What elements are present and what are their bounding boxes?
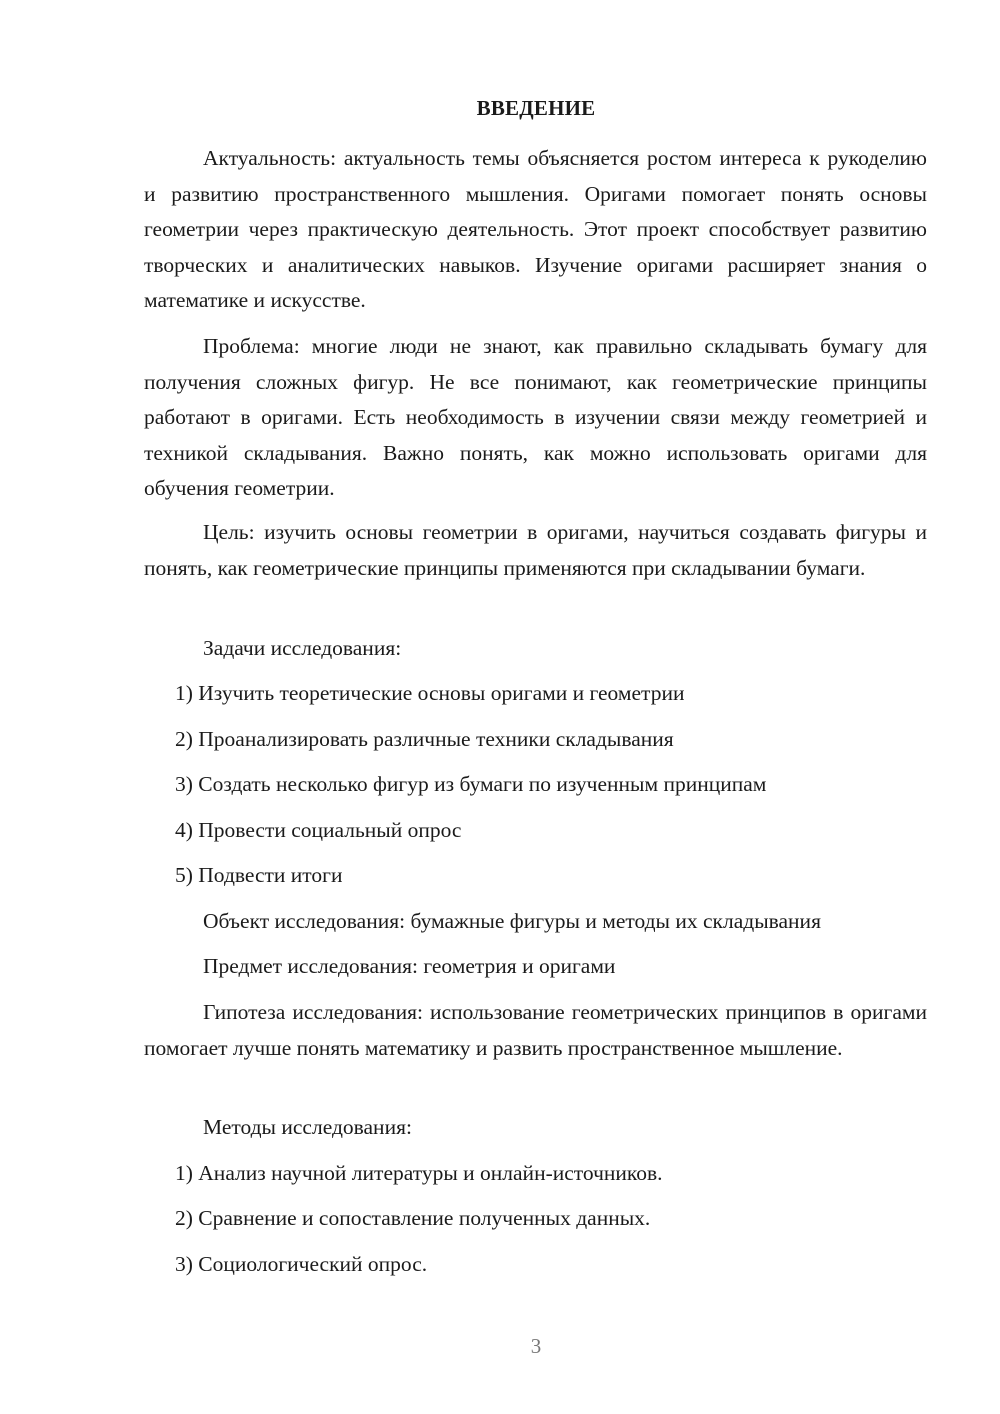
list-item: 2) Проанализировать различные техники складывания [175,727,674,751]
list-item: 2) Сравнение и сопоставление полученных данных. [175,1206,651,1230]
page-number: 3 [530,1334,542,1358]
research-subject: Предмет исследования: геометрия и оригами [203,954,616,978]
tasks-heading: Задачи исследования: [203,636,402,660]
hypothesis-paragraph: Гипотеза исследования: использование геометрических принципов в оригами помогает лучше понять математику и развить пространственное мышление. [144,1000,927,1060]
problem-paragraph: Проблема: многие люди не знают, как правильно складывать бумагу для получения сложных фигур. Не все понимают, как геометрические принципы работают в оригами. Есть необходимость в изучении связи между геометрией и техникой складывания. Важно понять, как можно использовать оригами для обучения геометрии. [144,334,927,500]
relevance-paragraph: Актуальность: актуальность темы объясняется ростом интереса к рукоделию и развитию пространственного мышления. Оригами помогает понять основы геометрии через практическую деятельность. Этот проект способствует развитию творческих и аналитических навыков. Изучение оригами расширяет знания о математике и искусстве. [144,146,927,312]
list-item: 3) Социологический опрос. [175,1252,428,1276]
list-item: 3) Создать несколько фигур из бумаги по изученным принципам [175,772,767,796]
section-heading: ВВЕДЕНИЕ [476,96,596,120]
methods-heading: Методы исследования: [203,1115,412,1139]
list-item: 1) Анализ научной литературы и онлайн-источников. [175,1161,663,1185]
list-item: 5) Подвести итоги [175,863,343,887]
list-item: 1) Изучить теоретические основы оригами и геометрии [175,681,685,705]
list-item: 4) Провести социальный опрос [175,818,462,842]
research-object: Объект исследования: бумажные фигуры и методы их складывания [203,909,821,933]
goal-paragraph: Цель: изучить основы геометрии в оригами, научиться создавать фигуры и понять, как геометрические принципы применяются при складывании бумаги. [144,520,927,580]
